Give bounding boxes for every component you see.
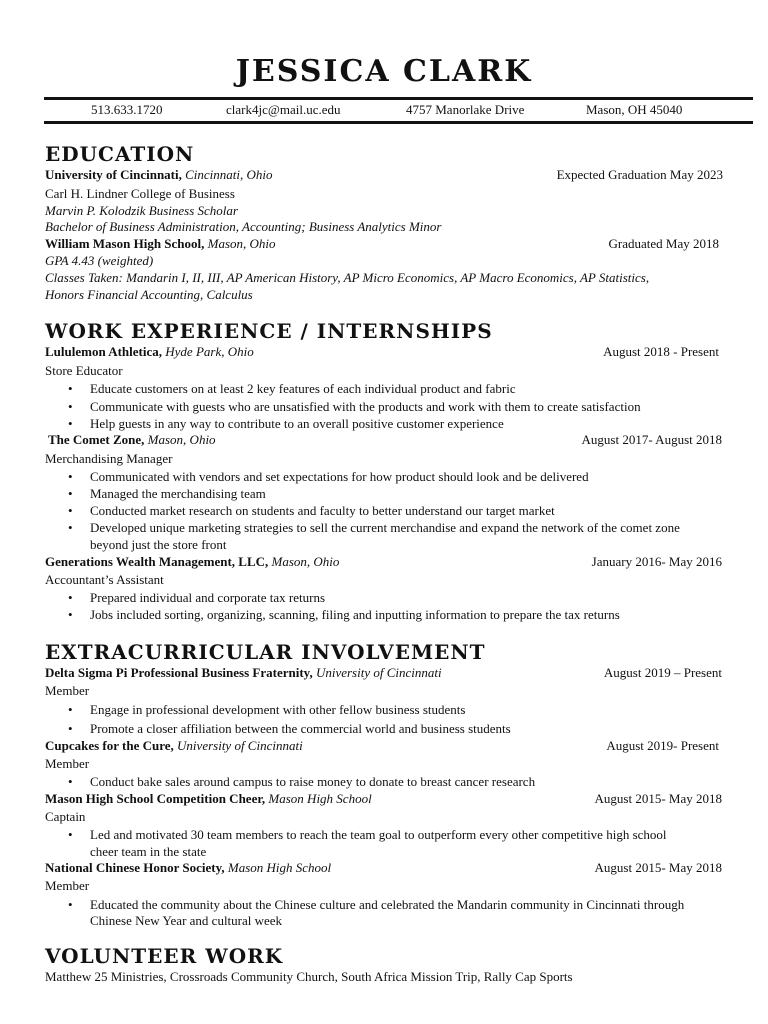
high-school-line [45, 235, 276, 252]
street-address: 4757 Manorlake Drive [406, 102, 525, 117]
activity-bullet-continuation: cheer team in the state [90, 844, 207, 859]
activity-bullet: • Promote a closer affiliation between the commercial world and business students [90, 720, 730, 737]
activity-header [45, 737, 303, 754]
job-date: January 2016- May 2016 [591, 554, 722, 569]
city-state-zip: Mason, OH 45040 [586, 102, 683, 117]
degree-line: Bachelor of Business Administration, Accounting; Business Analytics Minor [45, 219, 442, 234]
volunteer-list: Matthew 25 Ministries, Crossroads Community Church, South Africa Mission Trip, Rally Cap Sports [45, 969, 573, 984]
header-bottom-rule [44, 121, 753, 124]
applicant-name: JESSICA CLARK [235, 54, 533, 89]
activity-location: Mason High School [227, 860, 332, 875]
activity-header [45, 790, 372, 807]
activity-org: Delta Sigma Pi Professional Business Fraternity, [45, 665, 313, 680]
job-org: Generations Wealth Management, LLC, [45, 554, 269, 569]
university-date: Expected Graduation May 2023 [556, 167, 723, 182]
scholar-title: Marvin P. Kolodzik Business Scholar [45, 203, 238, 218]
activity-date: August 2019 – Present [603, 665, 722, 680]
activity-bullet: • Led and motivated 30 team members to reach the team goal to outperform every other competitive high school [90, 826, 730, 843]
activity-header [45, 859, 331, 876]
activity-location: University of Cincinnati [315, 665, 442, 680]
job-org: Lululemon Athletica, [45, 344, 163, 359]
activity-date: August 2015- May 2018 [594, 791, 722, 806]
contact-bar [0, 102, 768, 118]
job-org: The Comet Zone, [48, 432, 145, 447]
email-address: clark4jc@mail.uc.edu [226, 102, 341, 117]
job-bullet: • Managed the merchandising team [90, 485, 730, 502]
activity-date: August 2019- Present [606, 738, 719, 753]
activity-role: Member [45, 756, 90, 771]
activity-header [45, 664, 442, 681]
header-top-rule [44, 97, 753, 100]
activity-location: University of Cincinnati [177, 738, 303, 753]
activity-date: August 2015- May 2018 [594, 860, 722, 875]
job-header [48, 431, 216, 448]
job-bullet: • Help guests in any way to contribute to an overall positive customer experience [90, 415, 730, 432]
job-header [45, 553, 339, 570]
job-bullet: • Educate customers on at least 2 key features of each individual product and fabric [90, 380, 730, 397]
college-name: Carl H. Lindner College of Business [45, 186, 235, 201]
job-bullet: • Conducted market research on students and faculty to better understand our target market [90, 502, 730, 519]
university-name: University of Cincinnati, [45, 167, 182, 182]
work-heading: WORK EXPERIENCE / INTERNSHIPS [45, 319, 493, 343]
job-bullet: • Jobs included sorting, organizing, scanning, filing and inputting information to prepare the tax returns [90, 606, 730, 623]
activity-bullet-continuation: Chinese New Year and cultural week [90, 913, 283, 928]
education-heading: EDUCATION [45, 142, 195, 166]
phone-number: 513.633.1720 [91, 102, 163, 117]
high-school-location: Mason, Ohio [207, 236, 276, 251]
job-bullet: • Prepared individual and corporate tax returns [90, 589, 730, 606]
job-location: Mason, Ohio [147, 432, 216, 447]
job-location: Mason, Ohio [271, 554, 340, 569]
activity-org: National Chinese Honor Society, [45, 860, 225, 875]
job-date: August 2017- August 2018 [581, 432, 722, 447]
activity-bullet: • Conduct bake sales around campus to raise money to donate to breast cancer research [90, 773, 730, 790]
classes-line-2: Honors Financial Accounting, Calculus [45, 287, 253, 302]
job-role: Accountant’s Assistant [45, 572, 164, 587]
job-bullet: • Developed unique marketing strategies to sell the current merchandise and expand the network of the comet zone [90, 519, 730, 536]
activity-location: Mason High School [268, 791, 372, 806]
job-header [45, 343, 254, 360]
classes-line-1: Classes Taken: Mandarin I, II, III, AP American History, AP Micro Economics, AP Macro Economics, AP Statistics, [45, 270, 650, 285]
university-line [45, 166, 273, 183]
volunteer-heading: VOLUNTEER WORK [45, 944, 284, 968]
job-bullet: • Communicate with guests who are unsatisfied with the products and work with them to create satisfaction [90, 398, 730, 415]
activity-org: Mason High School Competition Cheer, [45, 791, 266, 806]
job-bullet-continuation: beyond just the store front [90, 537, 227, 552]
activity-bullet: • Educated the community about the Chinese culture and celebrated the Mandarin community in Cincinnati through [90, 896, 730, 913]
activity-org: Cupcakes for the Cure, [45, 738, 174, 753]
university-location: Cincinnati, Ohio [185, 167, 273, 182]
high-school-date: Graduated May 2018 [608, 236, 719, 251]
activity-role: Member [45, 878, 90, 893]
high-school-name: William Mason High School, [45, 236, 205, 251]
job-role: Store Educator [45, 363, 123, 378]
activity-role: Captain [45, 809, 86, 824]
job-role: Merchandising Manager [45, 451, 173, 466]
job-location: Hyde Park, Ohio [165, 344, 254, 359]
activity-role: Member [45, 683, 90, 698]
extracurricular-heading: EXTRACURRICULAR INVOLVEMENT [45, 640, 486, 664]
gpa-line: GPA 4.43 (weighted) [45, 253, 154, 268]
job-date: August 2018 - Present [603, 344, 719, 359]
job-bullet: • Communicated with vendors and set expectations for how product should look and be delivered [90, 468, 730, 485]
activity-bullet: • Engage in professional development with other fellow business students [90, 701, 730, 718]
